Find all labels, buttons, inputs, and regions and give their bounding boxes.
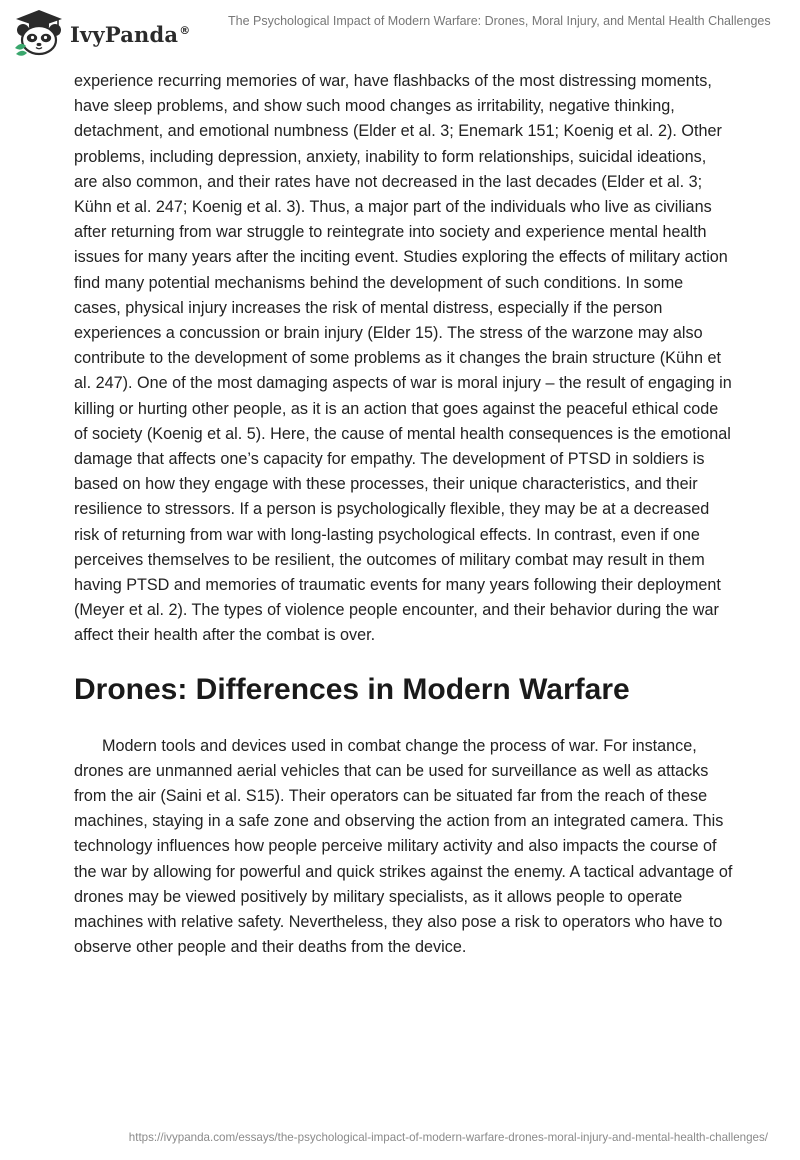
logo-name: IvyPanda	[70, 21, 179, 47]
footer-source-url[interactable]: https://ivypanda.com/essays/the-psychological-impact-of-modern-warfare-drones-moral-injury-and-mental-health-challenges/	[128, 1131, 768, 1144]
page-header	[0, 0, 800, 60]
panda-graduate-icon	[12, 8, 66, 58]
body-paragraph: experience recurring memories of war, have flashbacks of the most distressing moments, have sleep problems, and show such mood changes as irritability, negative thinking, detachment, and emotional numbness (Elder et al. 3; Enemark 151; Koenig et al. 2). Other problems, including depression, anxiety, inability to form relationships, suicidal ideations, are also common, and their rates have not decreased in the last decades (Elder et al. 3; Kühn et al. 247; Koenig et al. 3). Thus, a major part of the individuals who live as civilians after returning from war struggle to reintegrate into society and experience mental health issues for many years after the inciting event. Studies exploring the effects of military action find many potential mechanisms behind the development of such conditions. In some cases, physical injury increases the risk of mental distress, especially if the person experiences a concussion or brain injury (Elder 15). The stress of the warzone may also contribute to the development of some problems as it changes the brain structure (Kühn et al. 247). One of the most damaging aspects of war is moral injury – the result of engaging in killing or hurting other people, as it is an action that goes against the peaceful ethical code of society (Koenig et al. 5). Here, the cause of mental health consequences is the emotional damage that affects one’s capacity for empathy. The development of PTSD in soldiers is based on how they engage with these processes, their unique characteristics, and their resilience to stressors. If a person is psychologically flexible, they may be at a decreased risk of returning from war with long-lasting psychological effects. In contrast, even if one perceives themselves to be resilient, the outcomes of military combat may result in them having PTSD and memories of traumatic events for many years following their deployment (Meyer et al. 2). The types of violence people encounter, and their behavior during the war affect their health after the combat is over.	[74, 72, 732, 645]
document-title: The Psychological Impact of Modern Warfare: Drones, Moral Injury, and Mental Health Challenges	[228, 14, 771, 28]
ivypanda-logo[interactable]	[12, 8, 190, 58]
logo-wordmark	[70, 22, 190, 47]
essay-content	[74, 69, 734, 961]
section-heading: Drones: Differences in Modern Warfare	[74, 672, 630, 706]
body-paragraph: Modern tools and devices used in combat change the process of war. For instance, drones are unmanned aerial vehicles that can be used for surveillance as well as attacks from the air (Saini et al. S15). Their operators can be situated far from the reach of these machines, staying in a safe zone and observing the action from an integrated camera. This technology influences how people perceive military activity and also impacts the course of the war by allowing for powerful and quick strikes against the enemy. A tactical advantage of drones may be viewed positively by military specialists, as it allows people to operate machines with relative safety. Nevertheless, they also pose a risk to operators who have to observe other people and their deaths from the device.	[74, 736, 733, 957]
registered-mark: ®	[179, 23, 191, 37]
